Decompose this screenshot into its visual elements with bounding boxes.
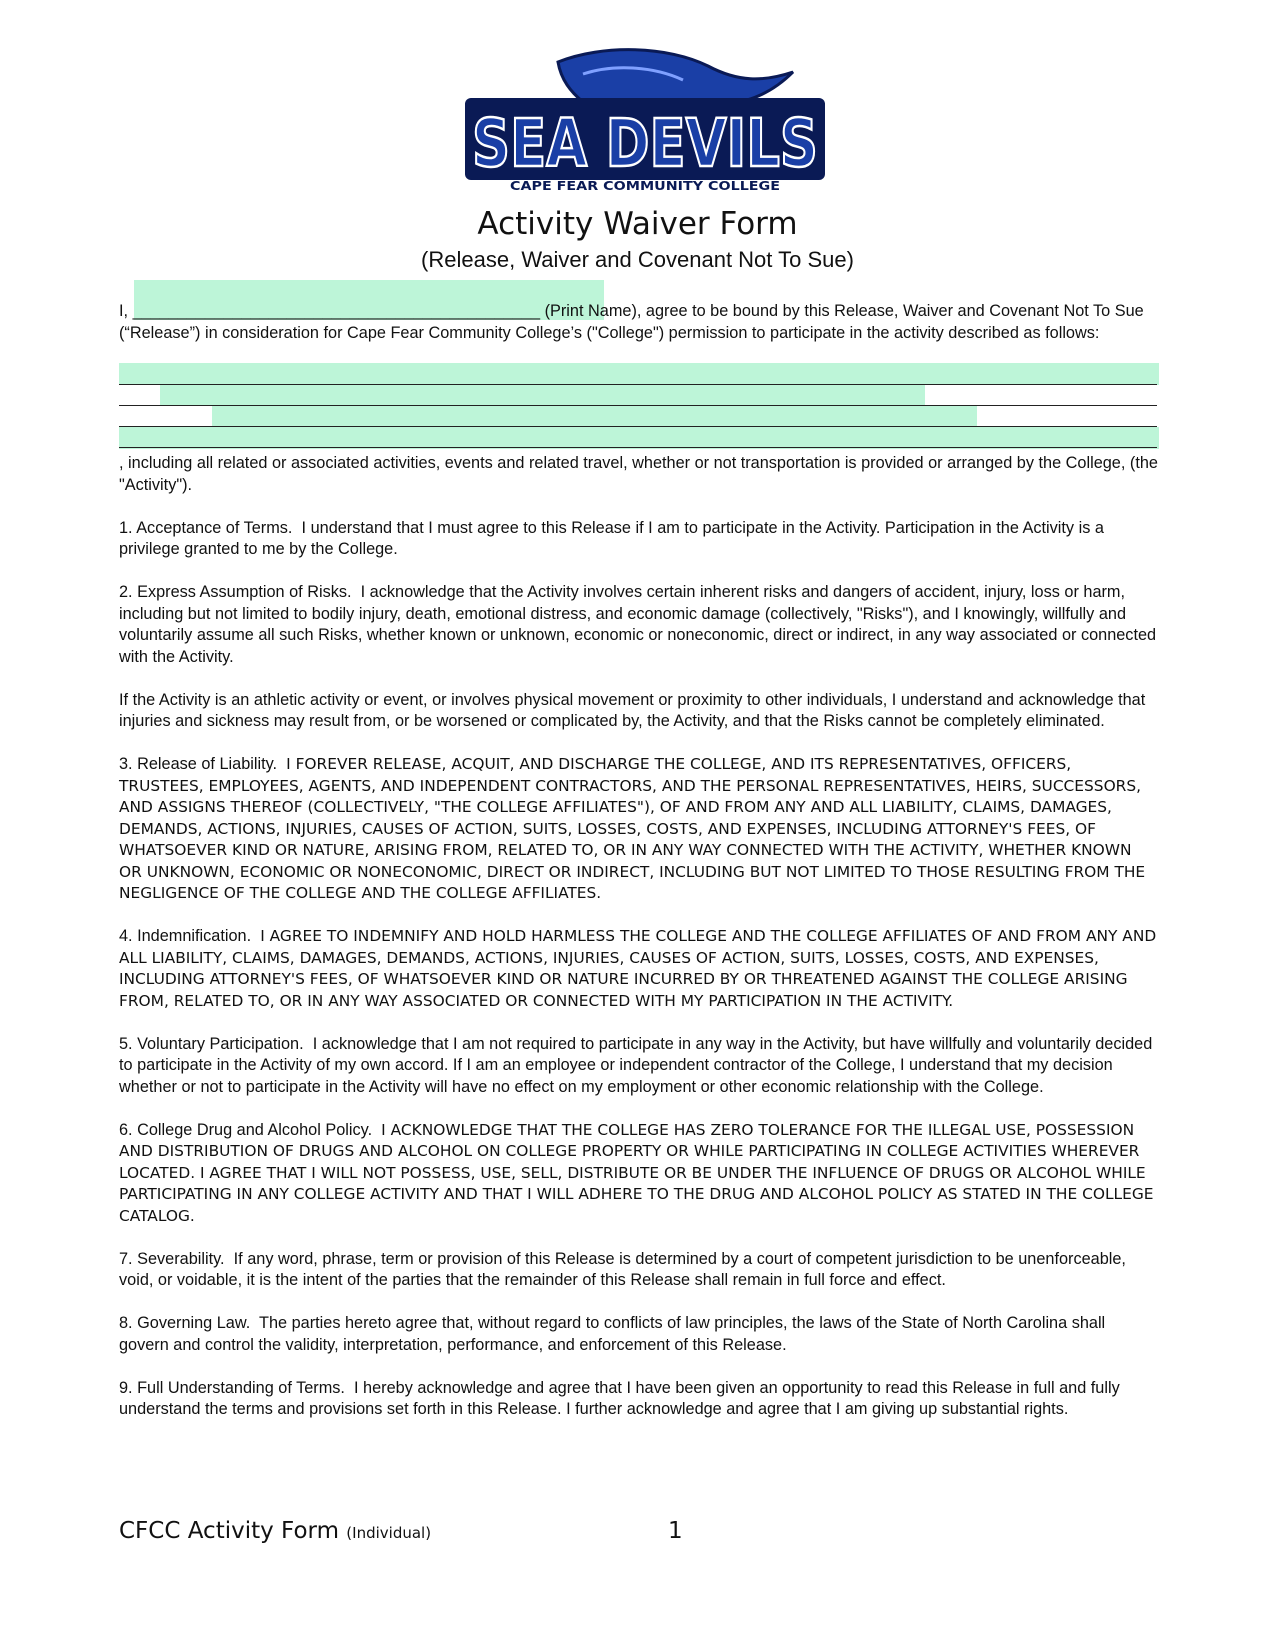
section-1 bbox=[119, 518, 1159, 561]
section-heading: 7. Severability. bbox=[119, 1249, 225, 1268]
footer-subtitle: (Individual) bbox=[346, 1524, 432, 1542]
section-text: If any word, phrase, term or provision of this Release is determined by a court of competent jurisdiction to be unenforceable, void, or voidable, it is the intent of the parties that the remainder of this Release shall remain in full force and effect. bbox=[119, 1249, 1126, 1289]
section-text: I acknowledge that the Activity involves certain inherent risks and dangers of accident, injury, loss or harm, including but not limited to bodily injury, death, emotional distress, and economic damage (collectively, "Risks"), and I knowingly, willfully and voluntarily assume all such Risks, whether known or unknown, economic or noneconomic, direct or indirect, in any way associated or connected with the Activity. bbox=[119, 583, 1157, 666]
activity-description-field-3[interactable] bbox=[212, 406, 977, 427]
section-heading: 6. College Drug and Alcohol Policy. bbox=[119, 1120, 373, 1139]
activity-line-4 bbox=[119, 447, 1157, 448]
intro-text: _____________________________________________ (Print Name), agree to be bound by this Release, Waiver and Covenant Not To Sue (“Release”) in consideration for Cape Fear Community College’s ("College") permission to participate in the activity described as follows: bbox=[119, 302, 1144, 342]
section-heading: 5. Voluntary Participation. bbox=[119, 1034, 304, 1053]
activity-line-1 bbox=[119, 384, 1157, 385]
activity-suffix: , including all related or associated activities, events and related travel, whether or not transportation is provided or arranged by the College, (the "Activity"). bbox=[119, 454, 1158, 494]
activity-description-field-2[interactable] bbox=[160, 385, 925, 406]
section-3 bbox=[119, 754, 1159, 905]
section-7 bbox=[119, 1249, 1159, 1292]
activity-description-field-1[interactable] bbox=[119, 363, 1159, 385]
logo-college-text: CAPE FEAR COMMUNITY COLLEGE bbox=[510, 179, 780, 193]
activity-line-3 bbox=[119, 426, 1157, 427]
section-text: I acknowledge that I am not required to participate in any way in the Activity, but have willfully and voluntarily decided to participate in the Activity of my own accord. If I am an employee or independent contractor of the College, I understand that my decision whether or not to participate in the Activity will have no effect on my employment or other economic relationship with the College. bbox=[119, 1034, 1153, 1096]
logo-team-text: SEA DEVILS bbox=[472, 105, 818, 182]
intro-paragraph bbox=[119, 301, 1159, 344]
section-heading: 2. Express Assumption of Risks. bbox=[119, 583, 352, 601]
waiver-body bbox=[119, 453, 1159, 1442]
sea-devils-logo bbox=[463, 44, 827, 196]
page-number: 1 bbox=[668, 1518, 683, 1544]
section-text: I understand that I must agree to this Release if I am to participate in the Activity. Participation in the Activity is a privilege granted to me by the College. bbox=[119, 518, 1104, 558]
section-heading: 9. Full Understanding of Terms. bbox=[119, 1378, 345, 1397]
section-text: If the Activity is an athletic activity or event, or involves physical movement or proximity to other individuals, I understand and acknowledge that injuries and sickness may result from, or be worsened or complicated by, the Activity, and that the Risks cannot be completely eliminated. bbox=[119, 690, 1146, 730]
section-text: I AGREE TO INDEMNIFY AND HOLD HARMLESS THE COLLEGE AND THE COLLEGE AFFILIATES OF AND FROM ANY AND ALL LIABILITY, CLAIMS, DAMAGES, DEMANDS, ACTIONS, INJURIES, CAUSES OF ACTION, SUITS, LOSSES, COSTS, AND EXPENSES, INCLUDING ATTORNEY'S FEES, OF WHATSOEVER KIND OR NATURE INCURRED BY OR THREATENED AGAINST THE COLLEGE ARISING FROM, RELATED TO, OR IN ANY WAY ASSOCIATED OR CONNECTED WITH MY PARTICIPATION IN THE ACTIVITY. bbox=[119, 927, 1157, 1010]
section-text: I FOREVER RELEASE, ACQUIT, AND DISCHARGE THE COLLEGE, AND ITS REPRESENTATIVES, OFFICERS, TRUSTEES, EMPLOYEES, AGENTS, AND INDEPENDENT CONTRACTORS, AND THE PERSONAL REPRESENTATIVES, HEIRS, SUCCESSORS, AND ASSIGNS THEREOF (COLLECTIVELY, "THE COLLEGE AFFILIATES"), OF AND FROM ANY AND ALL LIABILITY, CLAIMS, DAMAGES, DEMANDS, ACTIONS, INJURIES, CAUSES OF ACTION, SUITS, LOSSES, COSTS, AND EXPENSES, INCLUDING ATTORNEY'S FEES, OF WHATSOEVER KIND OR NATURE, ARISING FROM, RELATED TO, OR IN ANY WAY CONNECTED WITH THE ACTIVITY, WHETHER KNOWN OR UNKNOWN, ECONOMIC OR NONECONOMIC, DIRECT OR INDIRECT, INCLUDING BUT NOT LIMITED TO THOSE RESULTING FROM THE NEGLIGENCE OF THE COLLEGE AND THE COLLEGE AFFILIATES. bbox=[119, 755, 1146, 902]
section-text: I ACKNOWLEDGE THAT THE COLLEGE HAS ZERO TOLERANCE FOR THE ILLEGAL USE, POSSESSION AND DISTRIBUTION OF DRUGS AND ALCOHOL ON COLLEGE PROPERTY OR WHILE PARTICIPATING IN COLLEGE ACTIVITIES WHEREVER LOCATED. I AGREE THAT I WILL NOT POSSESS, USE, SELL, DISTRIBUTE OR BE UNDER THE INFLUENCE OF DRUGS OR ALCOHOL WHILE PARTICIPATING IN ANY COLLEGE ACTIVITY AND THAT I WILL ADHERE TO THE DRUG AND ALCOHOL POLICY AS STATED IN THE COLLEGE CATALOG. bbox=[119, 1120, 1154, 1225]
section-2-continued bbox=[119, 690, 1159, 733]
section-heading: 4. Indemnification. bbox=[119, 927, 252, 945]
section-text: I hereby acknowledge and agree that I have been given an opportunity to read this Release in full and fully understand the terms and provisions set forth in this Release. I further acknowledge and agree that I am giving up substantial rights. bbox=[119, 1378, 1120, 1418]
activity-description-field-4[interactable] bbox=[119, 427, 1159, 449]
page-title: Activity Waiver Form bbox=[477, 206, 798, 242]
section-2 bbox=[119, 582, 1159, 668]
section-5 bbox=[119, 1034, 1159, 1099]
section-heading: 3. Release of Liability. bbox=[119, 755, 278, 773]
intro-prefix: I, bbox=[119, 302, 129, 320]
section-4 bbox=[119, 926, 1159, 1012]
section-8 bbox=[119, 1313, 1159, 1356]
section-text: The parties hereto agree that, without regard to conflicts of law principles, the laws of the State of North Carolina shall govern and control the validity, interpretation, performance, and enforcement of this Release. bbox=[119, 1314, 1106, 1354]
footer-label bbox=[119, 1518, 431, 1544]
activity-line-2 bbox=[119, 405, 1157, 406]
footer-title: CFCC Activity Form bbox=[119, 1518, 339, 1544]
page-subtitle: (Release, Waiver and Covenant Not To Sue) bbox=[421, 247, 854, 272]
section-6 bbox=[119, 1120, 1159, 1228]
section-9 bbox=[119, 1378, 1159, 1421]
section-heading: 8. Governing Law. bbox=[119, 1314, 251, 1332]
section-heading: 1. Acceptance of Terms. bbox=[119, 518, 293, 537]
